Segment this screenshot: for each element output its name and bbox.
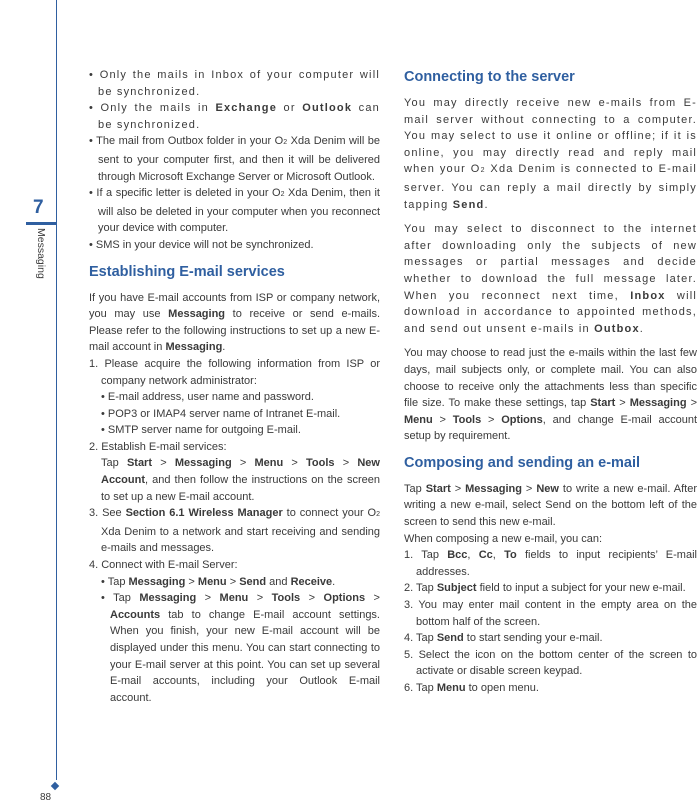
sync-bullet: • Only the mails in Exchange or Outlook can be synchronized. xyxy=(89,102,380,131)
section-heading-composing: Composing and sending an e-mail xyxy=(404,454,641,471)
page-diamond-icon xyxy=(51,782,59,790)
step-1-item: • POP3 or IMAP4 server name of Intranet E-mail. xyxy=(101,407,341,420)
step-1-item: • E-mail address, user name and password. xyxy=(101,391,314,404)
compose-step: 6. Tap Menu to open menu. xyxy=(404,682,539,694)
step-4-item: • Tap Messaging > Menu > Send and Receive. xyxy=(101,575,336,588)
section-heading-connecting: Connecting to the server xyxy=(404,69,575,85)
section-heading-establishing: Establishing E-mail services xyxy=(89,263,285,280)
page-number: 88 xyxy=(40,792,52,803)
sync-bullet: • If a specific letter is deleted in your O2 Xda Denim, then it will also be deleted in your computer when you reconnect your device with computer. xyxy=(89,187,380,235)
chapter-marker xyxy=(26,222,56,225)
compose-step: 3. You may enter mail content in the empty area on the bottom half of the screen. xyxy=(404,599,697,628)
options-paragraph: You may choose to read just the e-mails within the last few days, mail subjects only, or complete mail. You can also choose to receive only the attachments less than specific file size. To make these settings, tap Start > Messaging > Menu > Tools > Options, and change E-mail account setup by requirement. xyxy=(404,347,697,443)
step-1: 1. Please acquire the following information from ISP or company network administrator: xyxy=(89,357,380,387)
sync-bullet: • Only the mails in Inbox of your computer will be synchronized. xyxy=(89,69,380,98)
compose-step: 2. Tap Subject field to input a subject for your new e-mail. xyxy=(404,582,686,595)
step-2-detail: Tap Start > Messaging > Menu > Tools > New Account, and then follow the instructions on the screen to set up a new E-mail account. xyxy=(101,457,380,503)
step-1-item: • SMTP server name for outgoing E-mail. xyxy=(101,424,301,437)
compose-step: 5. Select the icon on the bottom center of the screen to activate or disable screen keypad. xyxy=(404,648,697,678)
step-2: 2. Establish E-mail services: xyxy=(89,440,227,453)
right-column xyxy=(404,67,697,697)
compose-step: 4. Tap Send to start sending your e-mail. xyxy=(404,632,603,645)
step-4: 4. Connect with E-mail Server: xyxy=(89,559,238,572)
step-3: 3. See Section 6.1 Wireless Manager to connect your O2 Xda Denim to a network and start receiving and sending e-mails and messages. xyxy=(89,507,381,555)
disconnect-paragraph: You may select to disconnect to the internet after downloading only the subjects of new messages or partial messages and decide whether to download the full message later. When you reconnect next time, Inbox will download in accordance to appointed methods, and send out unsent e-mails in Outbox. xyxy=(404,223,697,335)
sidebar-line xyxy=(56,0,57,780)
intro-paragraph: If you have E-mail accounts from ISP or company network, you may use Messaging to receive or send e-mails. Please refer to the following instructions to set up a new E-mail account in Messaging. xyxy=(89,291,380,354)
sync-bullet: • The mail from Outbox folder in your O2 Xda Denim will be sent to your computer first, and then it will be delivered through Microsoft Exchange Server or Microsoft Outlook. xyxy=(89,135,380,183)
chapter-number: 7 xyxy=(33,197,44,218)
compose-paragraph: Tap Start > Messaging > New to write a new e-mail. After writing a new e-mail, select Send on the bottom left of the screen to send this new e-mail. xyxy=(404,482,697,529)
left-column xyxy=(89,67,380,706)
step-4-item: • Tap Messaging > Menu > Tools > Options > Accounts tab to change E-mail account settings. When you finish, your new E-mail account will be displayed under this menu. You can start connecting to your E-mail server at this point. You can set up several E-mail accounts, including your Outlook E-mail account. xyxy=(101,592,380,704)
sync-bullet: • SMS in your device will not be synchronized. xyxy=(89,238,314,251)
compose-intro: When composing a new e-mail, you can: xyxy=(404,532,603,545)
compose-step: 1. Tap Bcc, Cc, To fields to input recipients’ E-mail addresses. xyxy=(404,549,697,578)
chapter-label: Messaging xyxy=(35,228,47,279)
connecting-paragraph: You may directly receive new e-mails from E-mail server without connecting to a computer. You may select to use it online or offline; if it is online, you may directly read and reply mail when your O2 Xda Denim is connected to E-mail server. You can reply a mail directly by simply tapping Send. xyxy=(404,97,697,211)
